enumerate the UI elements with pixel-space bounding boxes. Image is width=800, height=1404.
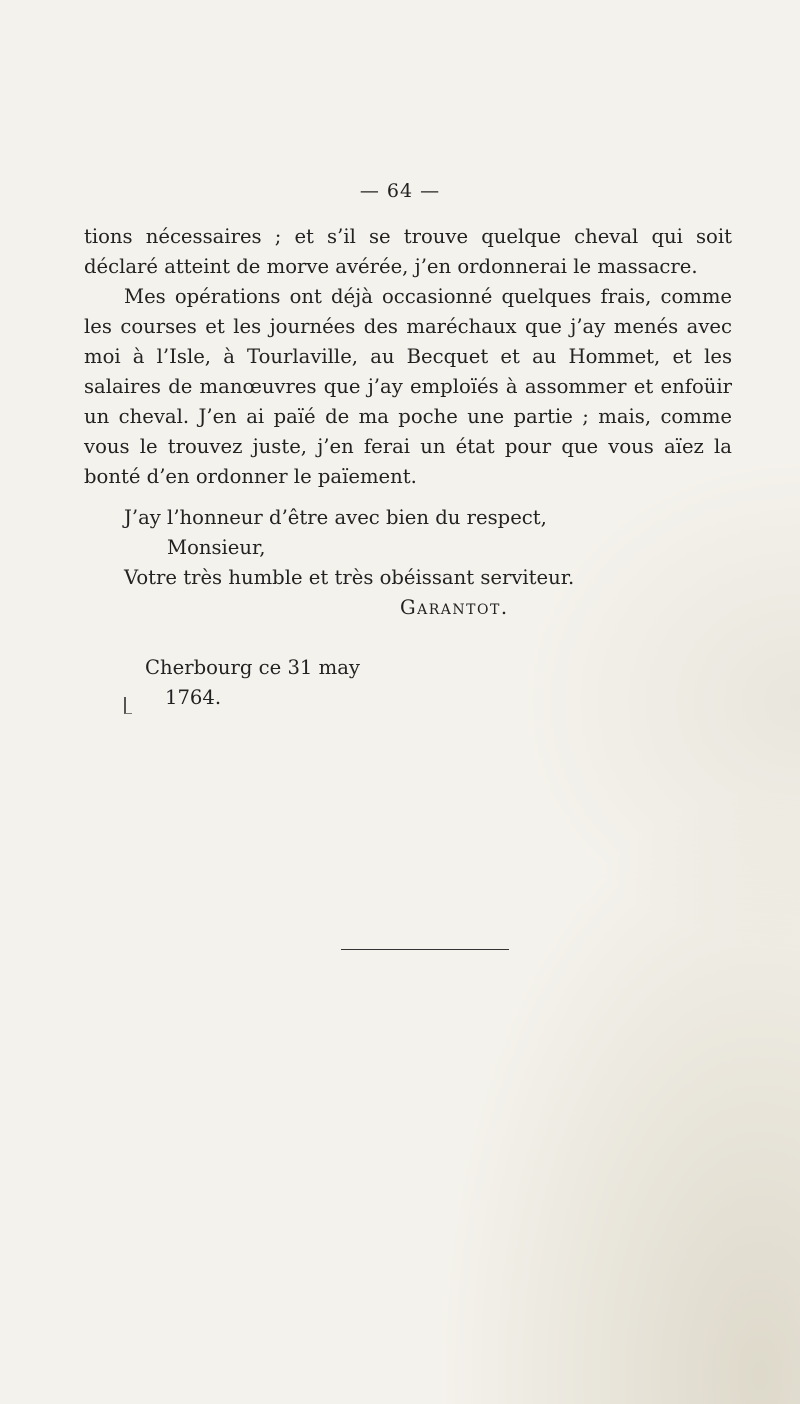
closing-servant: Votre très humble et très obéissant serviteur. [124,566,575,589]
closing-salutation: Monsieur, [167,536,266,559]
place-date: Cherbourg ce 31 may [145,656,360,679]
signature: Garantot. [400,596,509,619]
letter-body [84,222,732,492]
closing-honour: J’ay l’honneur d’être avec bien du respect, [124,506,547,529]
bottom-rule [341,949,509,950]
page-number: — 64 — [359,180,441,202]
paragraph-continuation: tions nécessaires ; et s’il se trouve quelque cheval qui soit déclaré atteint de morve avérée, j’en ordonnerai le massacre. [84,225,732,278]
paragraph-operations: Mes opérations ont déjà occasionné quelques frais, comme les courses et les journées des maréchaux que j’ay menés avec moi à l’Isle, à Tourlaville, au Becquet et au Hommet, et les salaires de manœuvres que j’ay emploïés à assommer et enfoüir un cheval. J’en ai païé de ma poche une partie ; mais, comme vous le trouvez juste, j’en ferai un état pour que vous aïez la bonté d’en ordonner le païement. [84,285,732,488]
date-year: 1764. [165,686,222,709]
margin-mark [124,697,132,714]
